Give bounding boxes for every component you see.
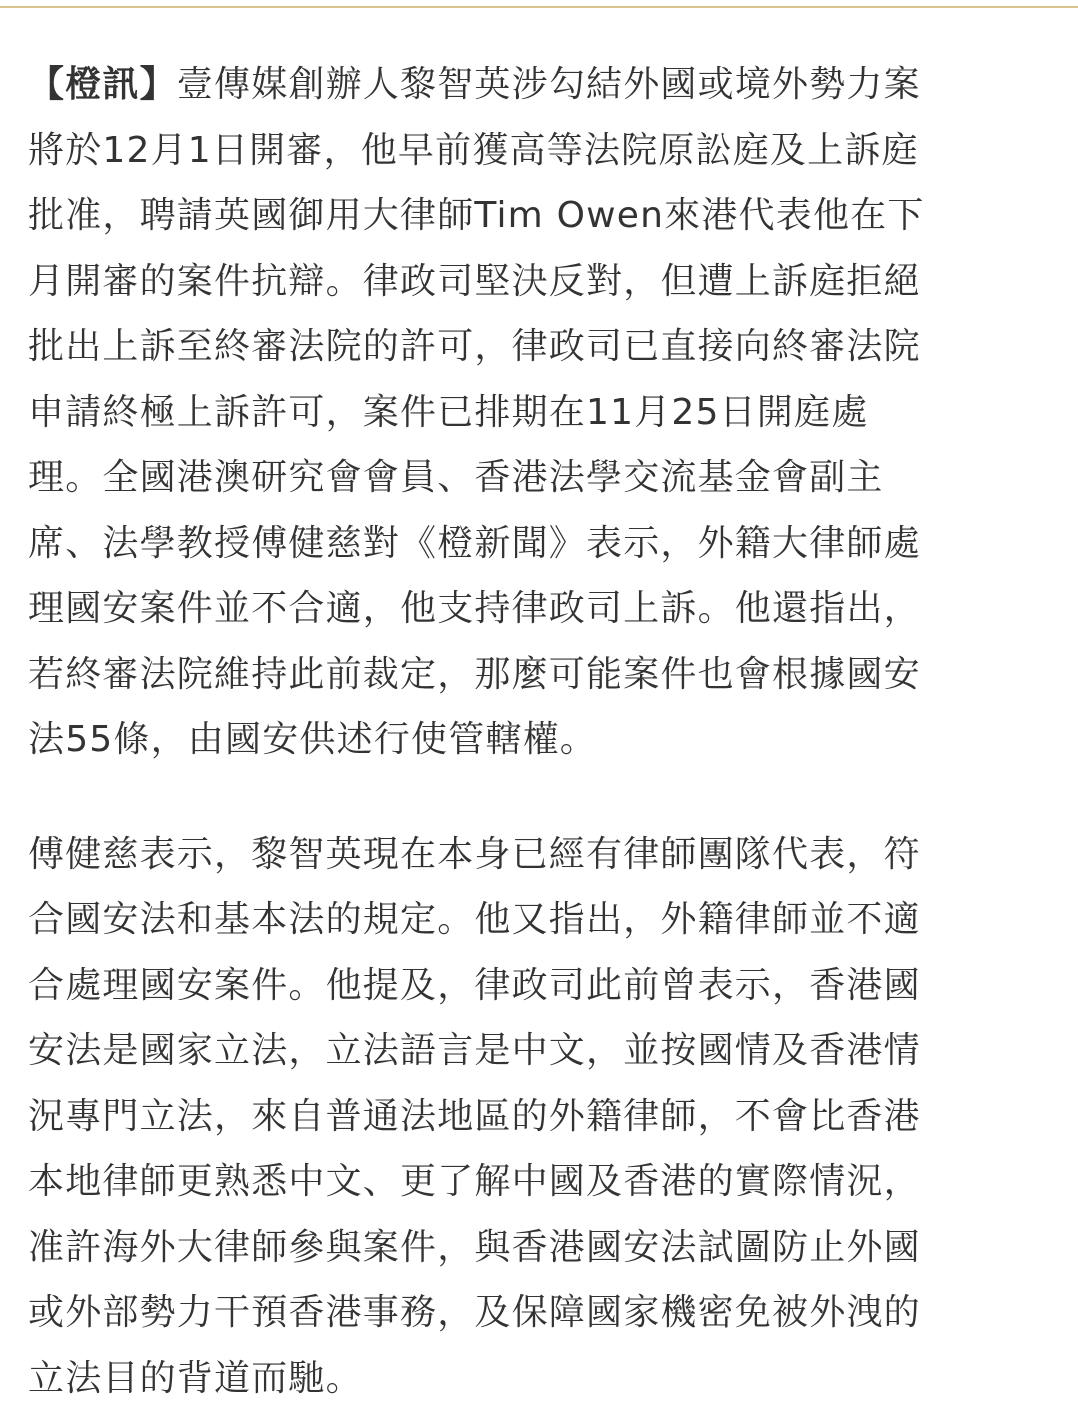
article-paragraph-2: [28, 822, 1058, 1412]
paragraph-line: 批出上訴至終審法院的許可，律政司已直接向終審法院: [28, 326, 921, 367]
paragraph-line: 月開審的案件抗辯。律政司堅決反對，但遭上訴庭拒絕: [28, 260, 921, 302]
paragraph-line: 批准，聘請英國御用大律師Tim Owen來港代表他在下: [28, 195, 925, 236]
paragraph-line: [28, 52, 1058, 118]
article-paragraph-1: [28, 52, 1058, 773]
paragraph-line: 本地律師更熟悉中文、更了解中國及香港的實際情況，: [28, 1161, 921, 1202]
paragraph-line: 法55條，由國安供述行使管轄權。: [28, 719, 598, 760]
article-body: [28, 52, 1058, 1411]
top-divider: [0, 0, 1078, 8]
paragraph-line: 或外部勢力干預香港事務，及保障國家機密免被外洩的: [28, 1292, 921, 1333]
paragraph-line: 申請終極上訴許可，案件已排期在11月25日開庭處: [28, 391, 869, 433]
paragraph-line: 合處理國安案件。他提及，律政司此前曾表示，香港國: [28, 964, 921, 1006]
paragraph-line: 況專門立法，來自普通法地區的外籍律師，不會比香港: [28, 1095, 921, 1137]
paragraph-line: 理國安案件並不合適，他支持律政司上訴。他還指出，: [28, 588, 921, 629]
source-tag: 【橙訊】: [28, 64, 177, 105]
paragraph-line: 立法目的背道而馳。: [28, 1357, 363, 1399]
paragraph-line-text: 壹傳媒創辦人黎智英涉勾結外國或境外勢力案: [176, 64, 921, 105]
paragraph-line: 理。全國港澳研究會會員、香港法學交流基金會副主: [28, 457, 884, 498]
paragraph-line: 安法是國家立法，立法語言是中文，並按國情及香港情: [28, 1030, 921, 1071]
paragraph-line: 傅健慈表示，黎智英現在本身已經有律師團隊代表，符: [28, 833, 921, 875]
paragraph-line: 席、法學教授傅健慈對《橙新聞》表示，外籍大律師處: [28, 522, 921, 564]
paragraph-line: 若終審法院維持此前裁定，那麼可能案件也會根據國安: [28, 653, 921, 695]
paragraph-line: 合國安法和基本法的規定。他又指出，外籍律師並不適: [28, 899, 921, 940]
paragraph-line: 准許海外大律師參與案件，與香港國安法試圖防止外國: [28, 1226, 921, 1268]
paragraph-line: 將於12月1日開審，他早前獲高等法院原訟庭及上訴庭: [28, 129, 919, 171]
